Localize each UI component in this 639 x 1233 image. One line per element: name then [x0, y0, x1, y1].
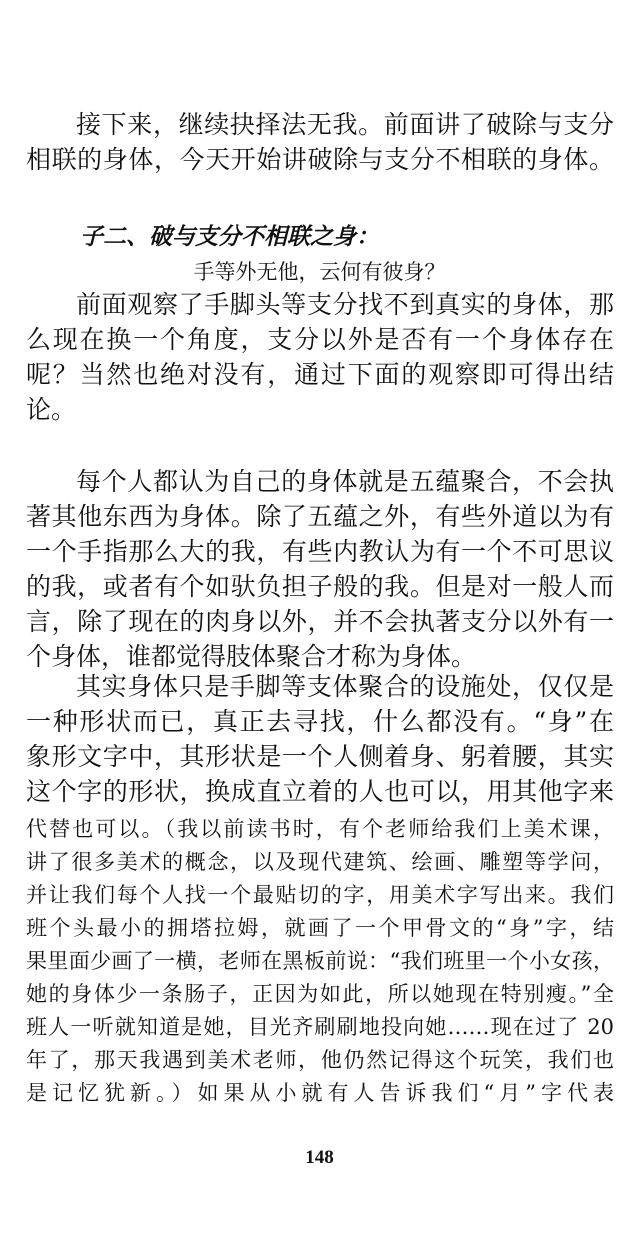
body-line: 每个人都认为自己的身体就是五蕴聚合，不会执: [76, 467, 614, 496]
body-line: 著其他东西为身体。除了五蕴之外，有些外道以为有: [26, 502, 614, 531]
body-line: 言，除了现在的肉身以外，并不会执著支分以外有一: [26, 607, 614, 636]
body-line: 个身体，谁都觉得肢体聚合才称为身体。: [26, 642, 477, 671]
body-line-small: 班人一听就知道是她，目光齐刷刷地投向她……现在过了 20: [26, 1015, 614, 1039]
body-line-small: 是记忆犹新。）如果从小就有人告诉我们“月”字代表: [26, 1081, 614, 1105]
body-line: 象形文字中，其形状是一个人侧着身、躬着腰，其实: [26, 742, 614, 771]
body-line: 其实身体只是手脚等支体聚合的设施处，仅仅是: [76, 672, 614, 701]
section-heading: 子二、破与支分不相联之身：: [80, 223, 379, 250]
body-line: 一个手指那么大的我，有些内教认为有一个不可思议: [26, 537, 614, 566]
body-line-small: 班个头最小的拥塔拉姆，就画了一个甲骨文的“身”字，结: [26, 916, 614, 940]
body-line: 这个字的形状，换成直立着的人也可以，用其他字来: [26, 777, 614, 806]
body-line-small: 讲了很多美术的概念，以及现代建筑、绘画、雕塑等学问，: [26, 850, 614, 874]
body-line-small: 年了，那天我遇到美术老师，他仍然记得这个玩笑，我们也: [26, 1048, 614, 1072]
body-line: 么现在换一个角度，支分以外是否有一个身体存在: [26, 325, 614, 354]
page-number: 148: [305, 1147, 334, 1168]
root-verse: 手等外无他，云何有彼身？: [193, 260, 446, 284]
intro-line-2: 相联的身体，今天开始讲破除与支分不相联的身体。: [26, 145, 614, 174]
body-line: 的我，或者有个如驮负担子般的我。但是对一般人而: [26, 572, 614, 601]
body-line: 呢？当然也绝对没有，通过下面的观察即可得出结: [26, 360, 614, 389]
body-line: 前面观察了手脚头等支分找不到真实的身体，那: [76, 290, 614, 319]
body-line-small: 并让我们每个人找一个最贴切的字，用美术字写出来。我们: [26, 883, 614, 907]
body-line: 论。: [26, 395, 77, 424]
body-line-small: 她的身体少一条肠子，正因为如此，所以她现在特别瘦。”全: [26, 982, 614, 1006]
body-line-small: 果里面少画了一横，老师在黑板前说：“我们班里一个小女孩，: [26, 949, 614, 973]
body-line-small: 代替也可以。（我以前读书时，有个老师给我们上美术课，: [26, 817, 614, 841]
intro-line-1: 接下来，继续抉择法无我。前面讲了破除与支分: [76, 110, 614, 139]
body-line: 一种形状而已，真正去寻找，什么都没有。“身”在: [26, 707, 614, 736]
